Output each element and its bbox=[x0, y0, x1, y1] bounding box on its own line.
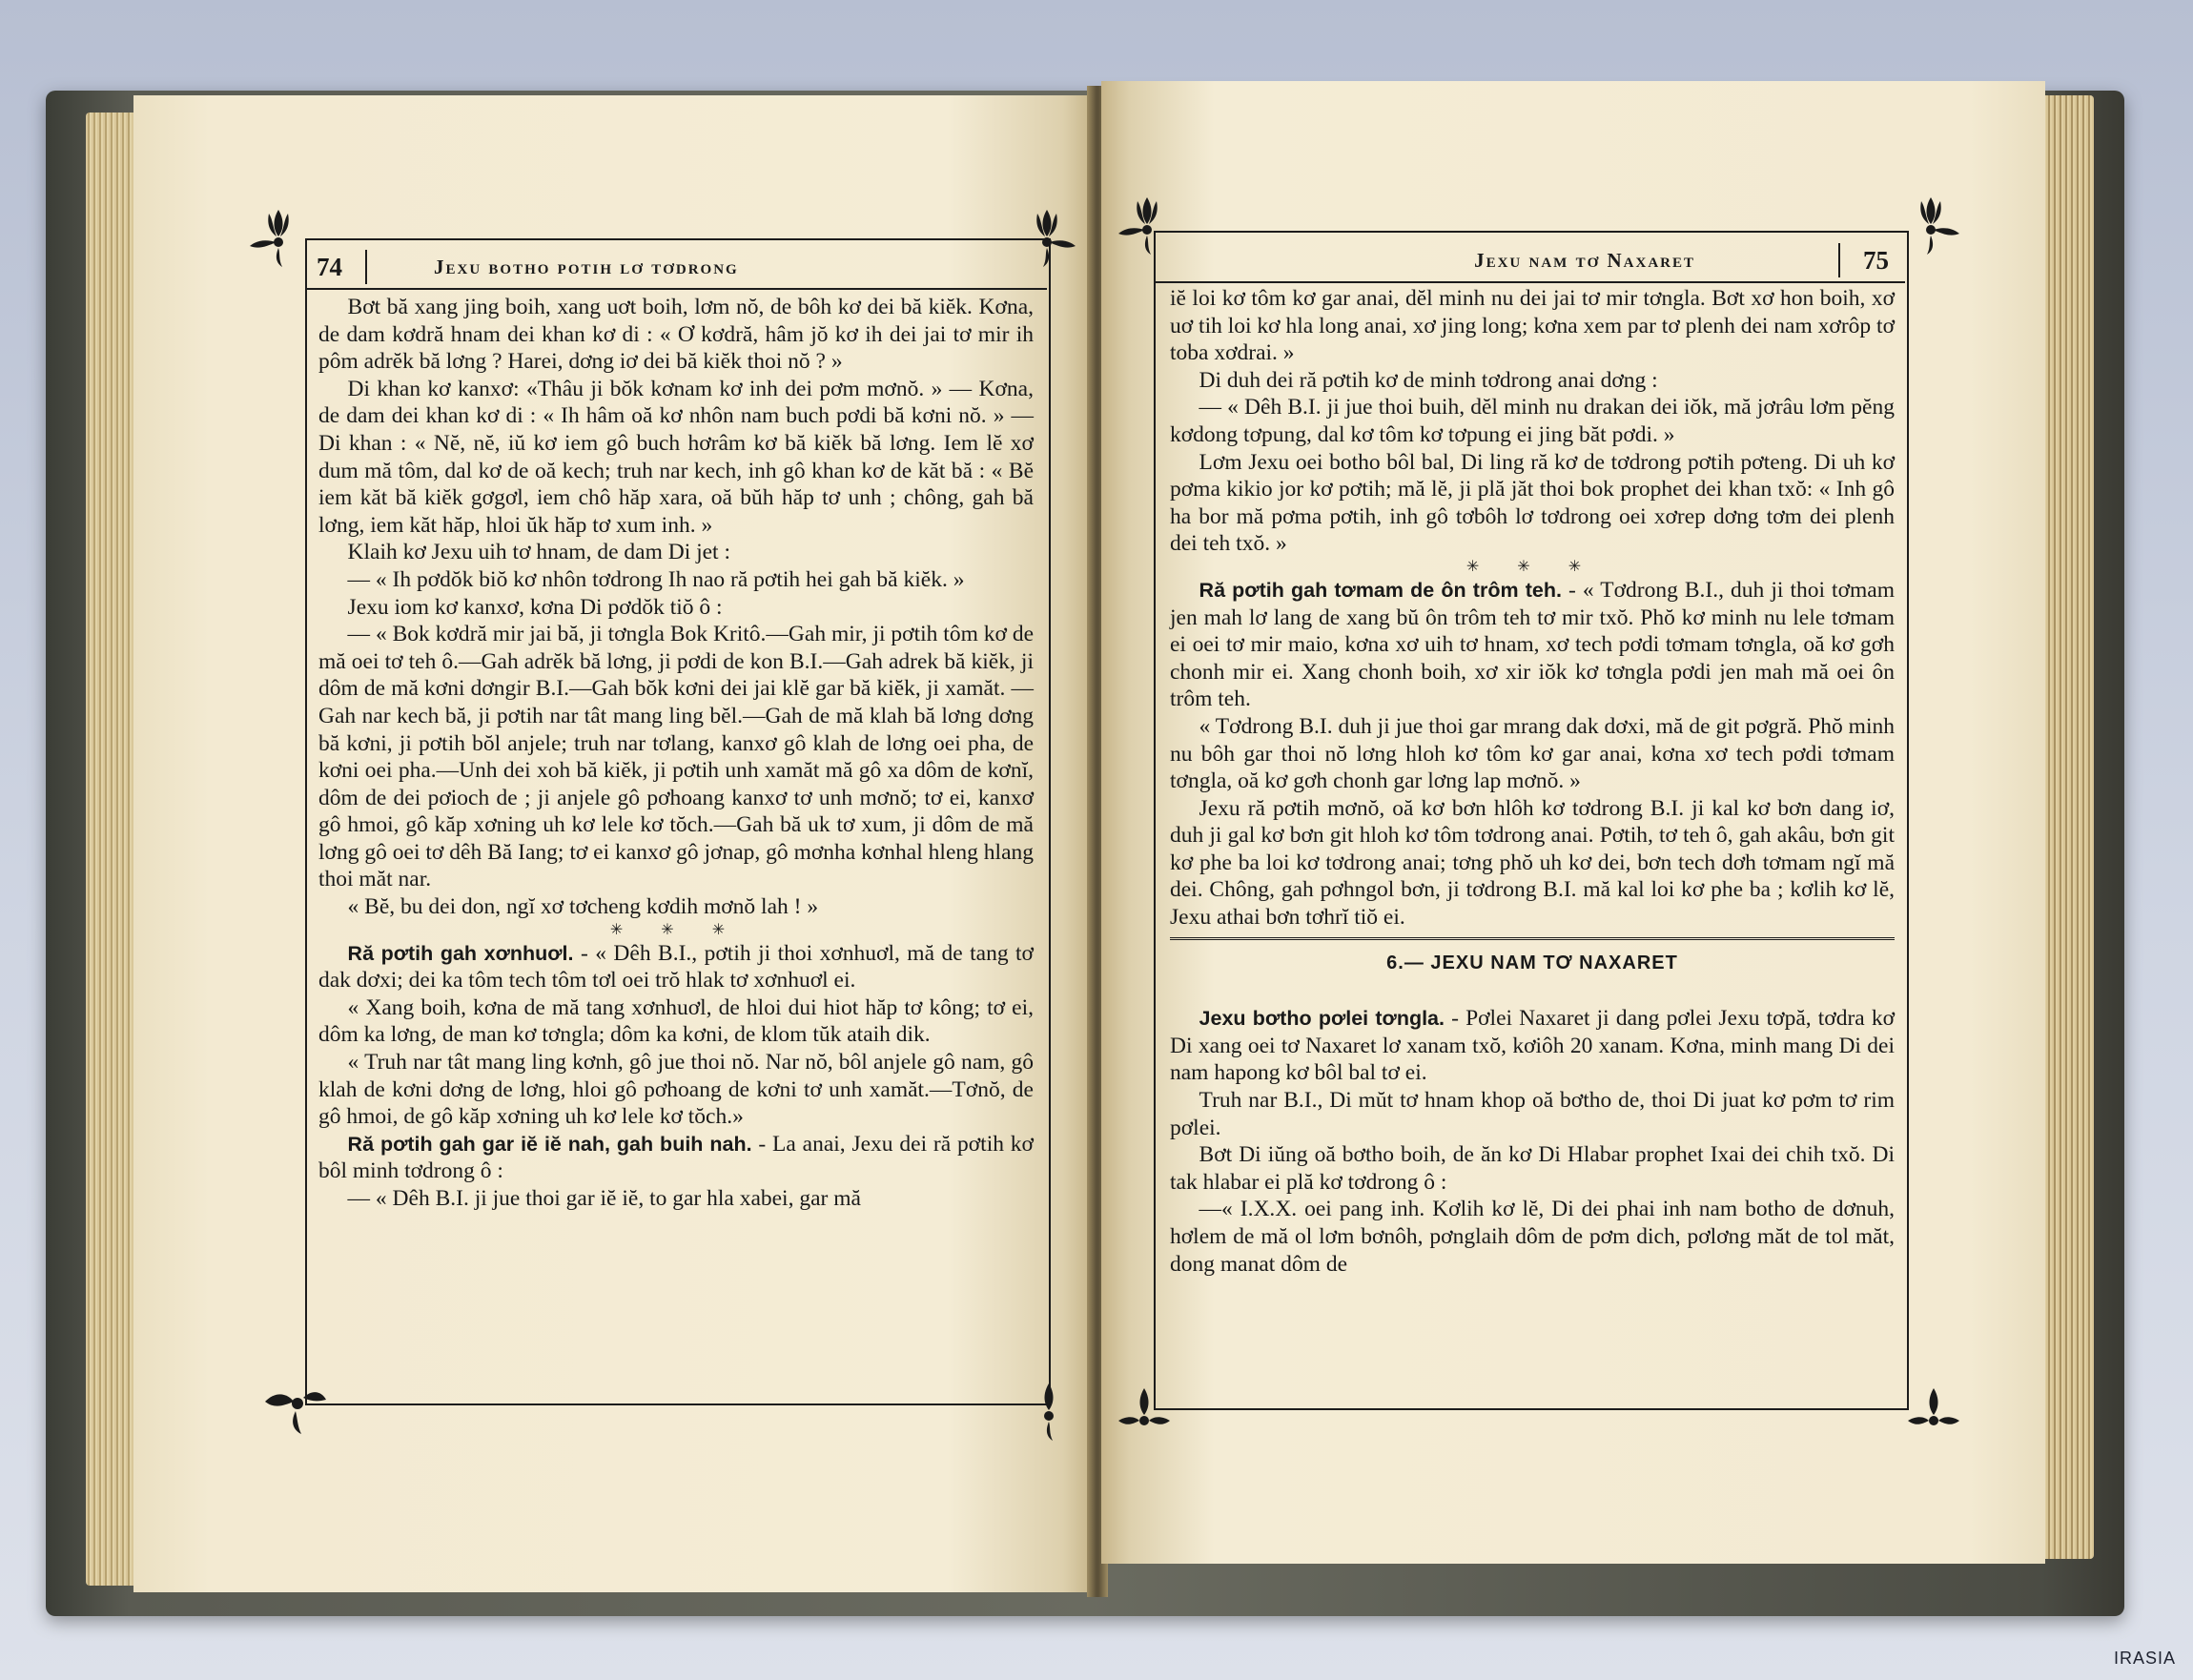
paragraph bbox=[1170, 577, 1895, 713]
paragraph bbox=[1170, 367, 1895, 395]
left-page bbox=[133, 95, 1092, 1592]
paragraph bbox=[1170, 1196, 1895, 1278]
paragraph-text: Truh nar B.I., Di mŭt tơ hnam khop oă bơtho de, thoi Di juat kơ pơm tơ rim pơlei. bbox=[1170, 1088, 1895, 1140]
right-page-number: 75 bbox=[1863, 245, 1889, 275]
left-running-head: Jexu botho potih lơ tơdrong bbox=[434, 255, 739, 278]
section-divider-stars: ✳ ✳ ✳ bbox=[1465, 558, 1599, 575]
fleuron-ornament-icon bbox=[240, 200, 317, 277]
section-title: 6.— JEXU NAM TƠ NAXARET bbox=[1386, 952, 1678, 973]
paragraph-heading: Ră pơtih gah gar iĕ iĕ nah, gah buih nah. bbox=[347, 1132, 752, 1156]
paragraph bbox=[318, 621, 1034, 893]
section-divider-stars: ✳ ✳ ✳ bbox=[609, 921, 743, 938]
fleuron-ornament-icon bbox=[257, 1373, 334, 1440]
right-header-underline bbox=[1154, 281, 1905, 283]
paragraph bbox=[1170, 394, 1895, 448]
paragraph bbox=[1170, 713, 1895, 795]
paragraph bbox=[318, 566, 1034, 594]
fleuron-ornament-icon bbox=[1109, 188, 1185, 264]
left-header-underline bbox=[305, 288, 1047, 290]
watermark: IRASIA bbox=[2113, 1649, 2176, 1668]
paragraph bbox=[1170, 1087, 1895, 1141]
paragraph-text: - La anai, Jexu dei ră pơtih kơ bôl minh tơdrong ô : bbox=[318, 1131, 1034, 1184]
paragraph bbox=[318, 539, 1034, 566]
paragraph bbox=[318, 893, 1034, 921]
paragraph-text: Jexu ră pơtih mơnŏ, oă kơ bơn hlôh kơ tơdrong B.I. ji kal kơ bơn dang iơ, duh ji gal kơ bơn git hloh kơ tôm tơdrong anai. Pơtih, tơ teh ô, gah akâu, bơn git kơ phe ba loi kơ tơdrong anai; tơng phŏ uh kơ dei, bơn tech dơh tơmam ngĭ mă dei. Chông, gah pơhngol bơn, ji tơdrong B.I. mă kal loi kơ phe ba ; kơlih kơ lĕ, Jexu athai bơn tơhrĭ tiŏ ei. bbox=[1170, 795, 1895, 931]
right-page bbox=[1101, 81, 2045, 1564]
right-body-text bbox=[1170, 285, 1895, 1278]
fleuron-ornament-icon bbox=[1893, 188, 1969, 264]
paragraph-text: — « Bok kơdră mir jai bă, ji tơngla Bok Kritô.—Gah mir, ji pơtih tôm kơ de mă oei tơ teh ô.—Gah adrĕk bă lơng, ji pơdi de kon B.I.—Gah adrek bă kiĕk, ji dôm de mă kơni dơngir B.I.—Gah bŏk kơni dei jai klĕ gar bă kiĕk, ji xamăt. —Gah nar kech bă, ji pơtih nar tât mang ling bĕl.—Gah de mă klah bă lơng dơng bă kơni, ji pơtih bŏl anjele; truh nar tơlang, kanxơ gô klah de lơng oei pha, de kơni oei pha.—Unh dei xoh bă kiĕk, ji pơtih unh xamăt mă gô xa dôm de kơnĭ, dôm de dei pơioch de ; ji anjele gô pơhoang kanxơ tơ unh mơnŏ; tơ ei, kanxơ gô hmoi, gô kăp xơning uh kơ lele kơ tŏch.—Gah bă uk tơ xum, ji dôm de mă lơng gô oei tơ dêh Bă Iang; tơ ei kanxơ gô jơnap, gô mơnha kơnhal hleng hlang thoi măt nar. bbox=[318, 622, 1034, 892]
paragraph bbox=[1170, 795, 1895, 932]
header-divider bbox=[365, 250, 367, 284]
paragraph-text: « Tơdrong B.I. duh ji jue thoi gar mrang dak dơxi, mă de git pơgră. Phŏ minh nu bôh gar thoi nŏ lơng hloh kơ tôm kơ gar anai, kơna xơ tech pơdi tơmam tơngla, oă kơ gơh chonh gar lơng lap mơnŏ. » bbox=[1170, 713, 1895, 794]
paragraph-text: - « Dêh B.I., pơtih ji thoi xơnhuơl, mă de tang tơ dak dơxi; dei ka tôm tech tôm tơl oei trŏ hlak tơ xơnhuơl ei. bbox=[318, 940, 1034, 994]
paragraph-heading: Jexu bơtho pơlei tơngla. bbox=[1199, 1007, 1445, 1031]
paragraph-text: iĕ loi kơ tôm kơ gar anai, dĕl minh nu dei jai tơ mir tơngla. Bơt xơ hon boih, xơ uơ tih loi kơ hla long anai, xơ jing long; kơna xem par tơ plenh dei nam xơrôp tơ toba xơdrai. » bbox=[1170, 286, 1895, 366]
fleuron-ornament-icon bbox=[1111, 1383, 1178, 1449]
paragraph-text: « Xang boih, kơna de mă tang xơnhuơl, de hloi dui hiot hăp tơ kông; tơ ei, dôm ka lơng, de man kơ tơngla; dôm ka kơni, de klom tŭk ataih dik. bbox=[318, 994, 1034, 1048]
left-header bbox=[317, 248, 1041, 286]
section-rule bbox=[1170, 937, 1895, 940]
paragraph bbox=[318, 940, 1034, 994]
paragraph-text: Lơm Jexu oei botho bôl bal, Di ling ră kơ de tơdrong pơtih pơteng. Di uh kơ pơma kikio jor kơ pơtih; mă lĕ, ji plă jăt thoi bok prophet dei khan txŏ: « Inh gô ha bor mă pơma pơtih, inh gô tơbôh lơ tơdrong oei xơrep dơng tơm dei plenh dei teh txŏ. » bbox=[1170, 449, 1895, 557]
paragraph bbox=[318, 994, 1034, 1049]
paragraph-text: —« I.X.X. oei pang inh. Kơlih kơ lĕ, Di dei phai inh nam botho de dơnuh, hơlem de mă ol lơm bơnôh, pơnglaih dôm de pơm dich, pơlơng măt de tol măt, dong manat dôm de bbox=[1170, 1197, 1895, 1277]
fleuron-ornament-icon bbox=[1009, 200, 1085, 277]
paragraph-text: — « Dêh B.I. ji jue thoi buih, dĕl minh nu drakan dei iŏk, mă jơrâu lơm pĕng kơdong tơpung, dal kơ tôm kơ tơpung ei jing băt pơdi. » bbox=[1170, 395, 1895, 447]
paragraph-text: Bơt Di iŭng oă bơtho boih, de ăn kơ Di Hlabar prophet Ixai dei chih txŏ. Di tak hlabar ei plă kơ tơdrong ô : bbox=[1170, 1142, 1895, 1195]
paragraph bbox=[1170, 285, 1895, 367]
paragraph bbox=[318, 1131, 1034, 1185]
paragraph-text: Klaih kơ Jexu uih tơ hnam, de dam Di jet : bbox=[347, 540, 730, 565]
paragraph-text: — « Ih pơdŏk biŏ kơ nhôn tơdrong Ih nao ră pơtih hei gah bă kiĕk. » bbox=[347, 566, 965, 592]
right-header bbox=[1168, 241, 1902, 279]
paragraph-text: Di duh dei ră pơtih kơ de minh tơdrong anai dơng : bbox=[1199, 367, 1658, 393]
paragraph-text: - Pơlei Naxaret ji dang pơlei Jexu tơpă, tơdra kơ Di xang oei tơ Naxaret lơ xanam txŏ, kơiôh 20 xanam. Kơna, minh mang Di dei nam hapong kơ bôl bal tơ ei. bbox=[1170, 1006, 1895, 1086]
paragraph bbox=[318, 294, 1034, 376]
paragraph-text: Bơt bă xang jing boih, xang uơt boih, lơm nŏ, de bôh kơ dei bă kiĕk. Kơna, de dam kơdră hnam dei khan kơ di : « Ơ kơdră, hâm jŏ kơ ih dei jai tơ mir ih pôm adrĕk bă lơng ? Harei, dơng iơ dei bă kiĕk thoi nŏ ? » bbox=[318, 295, 1034, 375]
paragraph-heading: Ră pơtih gah tơmam de ôn trôm teh. bbox=[1199, 578, 1562, 602]
right-running-head: Jexu nam tơ Naxaret bbox=[1474, 248, 1695, 272]
paragraph bbox=[318, 376, 1034, 540]
left-page-number: 74 bbox=[317, 252, 342, 281]
paragraph bbox=[318, 1185, 1034, 1213]
paragraph bbox=[1170, 1005, 1895, 1087]
left-body-text bbox=[318, 294, 1034, 1213]
left-header-rule bbox=[305, 238, 1047, 240]
paragraph-heading: Ră pơtih gah xơnhuơl. bbox=[347, 941, 574, 965]
paragraph-text: - « Tơdrong B.I., duh ji thoi tơmam jen mah lơ lang de xang bŭ ôn trôm teh tơ mir txŏ. Phŏ kơ minh nu lele tơmam ei oei tơ mir maio, kơna xơ uih tơ hnam, xơ tech pơdi tơmam tơngla, oă kơ gơh chonh mir ei. Xang chonh boih, xơ xir iŏk kơ tơngla pơdi jen mah mă oei ôn trôm teh. bbox=[1170, 577, 1895, 712]
paragraph bbox=[1170, 449, 1895, 558]
paragraph bbox=[1170, 1141, 1895, 1196]
paragraph-text: « Truh nar tât mang ling kơnh, gô jue thoi nŏ. Nar nŏ, bôl anjele gô nam, gô klah de kơni dơng de lơng, hloi gô pơhoang de kơni tơ unh xamăt.—Tơnŏ, de gô hmoi, de gô kăp xơning uh kơ lele kơ tŏch.» bbox=[318, 1050, 1034, 1130]
fleuron-ornament-icon bbox=[1020, 1378, 1077, 1444]
paragraph-text: « Bĕ, bu dei don, ngĭ xơ tơcheng kơdih mơnŏ lah ! » bbox=[347, 894, 819, 920]
paragraph-text: Di khan kơ kanxơ: «Thâu ji bŏk kơnam kơ inh dei pơm mơnŏ. » — Kơna, de dam dei khan kơ di : « Ih hâm oă kơ nhôn nam buch pơdi bă kơni nŏ. » — Di khan : « Nĕ, nĕ, iŭ kơ iem gô buch hơrâm kơ bă kiĕk bă lơng. Iem lĕ xơ dum mă tôm, dal kơ de oă kech; truh nar kech, inh gô khan kơ de kăt bă : « Bĕ iem kăt bă kiĕk gơgơl, iem chô hăp xara, oă bŭh hăp tơ unh ; chông, gah bă lơng, iem kăt hăp, hloi ŭk hăp tơ xum inh. » bbox=[318, 376, 1034, 538]
paragraph-text: Jexu iom kơ kanxơ, kơna Di pơdŏk tiŏ ô : bbox=[347, 594, 723, 620]
page-edges-right bbox=[2040, 95, 2094, 1559]
header-divider bbox=[1838, 243, 1840, 277]
paragraph bbox=[318, 1049, 1034, 1131]
fleuron-ornament-icon bbox=[1900, 1383, 1967, 1449]
paragraph bbox=[318, 594, 1034, 622]
paragraph-text: — « Dêh B.I. ji jue thoi gar iĕ iĕ, to gar hla xabei, gar mă bbox=[347, 1186, 861, 1211]
